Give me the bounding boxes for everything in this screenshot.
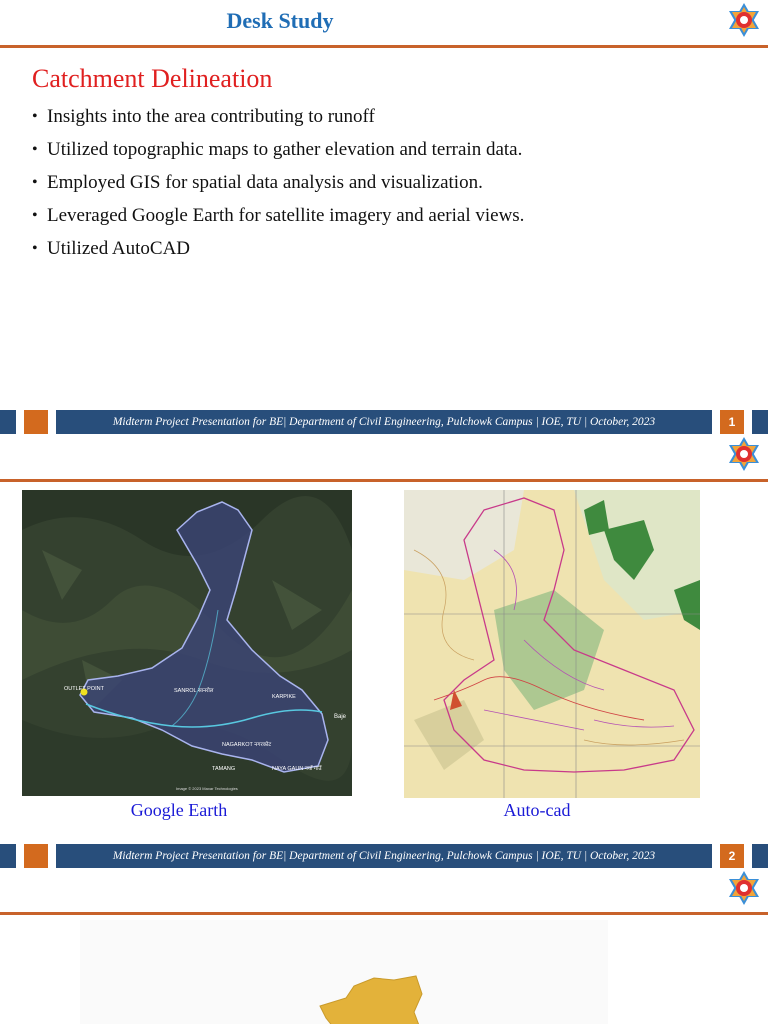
slide-footer xyxy=(0,844,768,868)
list-item: • Utilized topographic maps to gather elevation and terrain data. xyxy=(32,139,523,160)
image-caption-google-earth: Google Earth xyxy=(130,800,228,820)
slide-1 xyxy=(0,0,768,434)
autocad-topographic-map-image xyxy=(404,490,700,798)
slide-title: Desk Study xyxy=(226,8,334,33)
map-label-naya-gaun: NAYA GAUN नयाँ गाउँ xyxy=(272,766,322,772)
nepal-emblem-star-icon xyxy=(726,436,762,472)
title-rule xyxy=(0,912,768,915)
catchment-shape-image xyxy=(316,972,432,1024)
map-label-sanrol: SANROL सानरोल xyxy=(174,688,214,694)
title-rule xyxy=(0,479,768,482)
nepal-emblem-star-icon xyxy=(726,870,762,906)
title-rule xyxy=(0,45,768,48)
footer-text: Midterm Project Presentation for BE| Department of Civil Engineering, Pulchowk Campus | IOE, TU | October, 2023 xyxy=(56,410,712,434)
list-item: • Insights into the area contributing to runoff xyxy=(32,106,375,127)
page-number: 1 xyxy=(720,410,744,434)
page-number: 2 xyxy=(720,844,744,868)
footer-text: Midterm Project Presentation for BE| Department of Civil Engineering, Pulchowk Campus | IOE, TU | October, 2023 xyxy=(56,844,712,868)
list-item: • Utilized AutoCAD xyxy=(32,238,191,259)
slide-2 xyxy=(0,434,768,868)
section-heading: Catchment Delineation xyxy=(32,64,273,93)
map-label-nagarkot: NAGARKOT नगरकोट xyxy=(222,742,272,748)
google-earth-catchment-image xyxy=(22,490,352,796)
map-label-baje: Baje xyxy=(334,714,347,720)
list-item: • Leveraged Google Earth for satellite imagery and aerial views. xyxy=(32,205,525,226)
bullet-list xyxy=(32,104,524,269)
slide-footer xyxy=(0,410,768,434)
image-caption-autocad: Auto-cad xyxy=(503,800,571,820)
slide-3 xyxy=(0,868,768,1024)
nepal-emblem-star-icon xyxy=(726,2,762,38)
map-label-tamang: TAMANG xyxy=(212,766,236,772)
map-label-karpike: KARPIKE xyxy=(272,694,296,700)
imagery-credit: Image © 2023 Maxar Technologies xyxy=(176,786,238,791)
map-label-outlet: OUTLET POINT xyxy=(64,686,104,692)
list-item: • Employed GIS for spatial data analysis and visualization. xyxy=(32,172,483,193)
